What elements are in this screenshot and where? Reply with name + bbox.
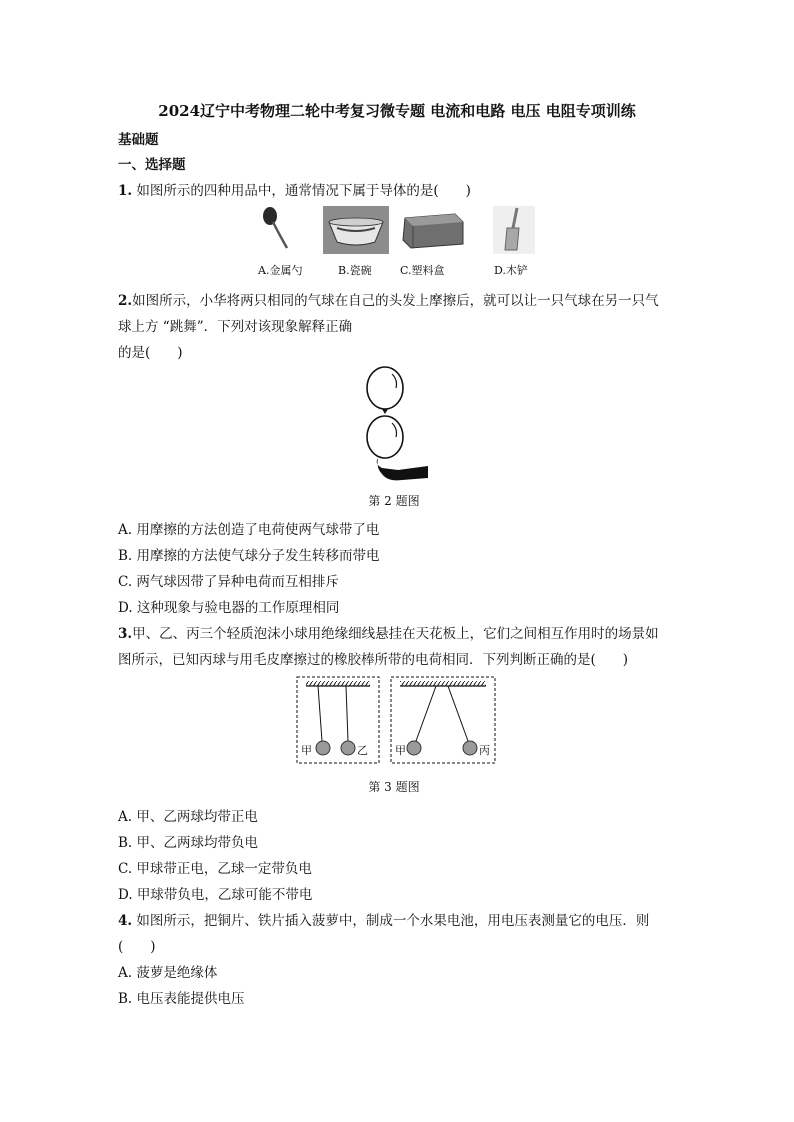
q4-option-a: A. 菠萝是绝缘体: [118, 965, 218, 981]
question-number: 2.: [118, 293, 133, 309]
question-2-line-2: 球上方 “跳舞”．下列对该现象解释正确: [118, 319, 353, 335]
ball-jia-right: [407, 741, 421, 755]
upper-balloon: [367, 367, 403, 409]
label-jia-left: 甲: [301, 744, 312, 757]
q1-figure: [255, 204, 545, 256]
q2-option-b: B. 用摩擦的方法使气球分子发生转移而带电: [118, 548, 380, 564]
q3-option-b: B. 甲、乙两球均带负电: [118, 835, 259, 851]
wooden-spatula-image: [493, 206, 535, 254]
label-jia-right: 甲: [395, 744, 406, 757]
section-heading: 基础题: [118, 132, 159, 148]
ball-bing: [463, 741, 477, 755]
question-number: 1.: [118, 183, 133, 199]
question-number: 4.: [118, 913, 133, 929]
subsection-heading: 一、选择题: [118, 157, 186, 173]
ceramic-bowl-image: [323, 206, 389, 254]
question-3: [118, 622, 659, 642]
q1-option-a: A.金属勺: [258, 264, 303, 277]
metal-spoon-image: [263, 207, 287, 248]
q3-figure-caption: 第 3 题图: [368, 780, 420, 794]
q2-balloon-figure: [352, 364, 436, 486]
q1-option-d: D.木铲: [494, 264, 528, 277]
ball-jia-left: [316, 741, 330, 755]
question-text: 如图所示的四种用品中，通常情况下属于导体的是( ): [132, 183, 471, 199]
q2-figure-caption: 第 2 题图: [368, 494, 420, 508]
question-text: 如图所示，小华将两只相同的气球在自己的头发上摩擦后，就可以让一只气球在另一只气: [132, 293, 659, 309]
label-bing: 丙: [479, 744, 490, 757]
q2-option-a: A. 用摩擦的方法创造了电荷使两气球带了电: [118, 522, 380, 538]
q3-option-a: A. 甲、乙两球均带正电: [118, 809, 258, 825]
q1-option-c: C.塑料盒: [400, 264, 445, 277]
question-4: [118, 909, 649, 929]
q2-option-c: C. 两气球因带了异种电荷而互相排斥: [118, 574, 339, 590]
question-text: 甲、乙、丙三个轻质泡沫小球用绝缘细线悬挂在天花板上，它们之间相互作用时的场景如: [132, 626, 659, 642]
q1-option-b: B.瓷碗: [338, 264, 372, 277]
question-4-line-2: ( ): [118, 939, 156, 955]
q2-option-d: D. 这种现象与验电器的工作原理相同: [118, 600, 340, 616]
hand: [377, 458, 428, 480]
question-2-line-3: 的是( ): [118, 345, 183, 361]
q3-option-c: C. 甲球带正电，乙球一定带负电: [118, 861, 312, 877]
plastic-box-image: [403, 214, 463, 248]
question-2: [118, 289, 659, 309]
question-3-line-2: 图所示，已知丙球与用毛皮摩擦过的橡胶棒所带的电荷相同．下列判断正确的是( ): [118, 652, 629, 668]
page-title: 2024辽宁中考物理二轮中考复习微专题 电流和电路 电压 电阻专项训练: [158, 102, 636, 120]
lower-balloon: [367, 416, 403, 458]
q4-option-b: B. 电压表能提供电压: [118, 991, 245, 1007]
question-1: [118, 179, 471, 199]
ball-yi: [341, 741, 355, 755]
q3-option-d: D. 甲球带负电，乙球可能不带电: [118, 887, 313, 903]
label-yi: 乙: [357, 744, 368, 757]
question-text: 如图所示，把铜片、铁片插入菠萝中，制成一个水果电池，用电压表测量它的电压．则: [132, 913, 650, 929]
question-number: 3.: [118, 626, 133, 642]
